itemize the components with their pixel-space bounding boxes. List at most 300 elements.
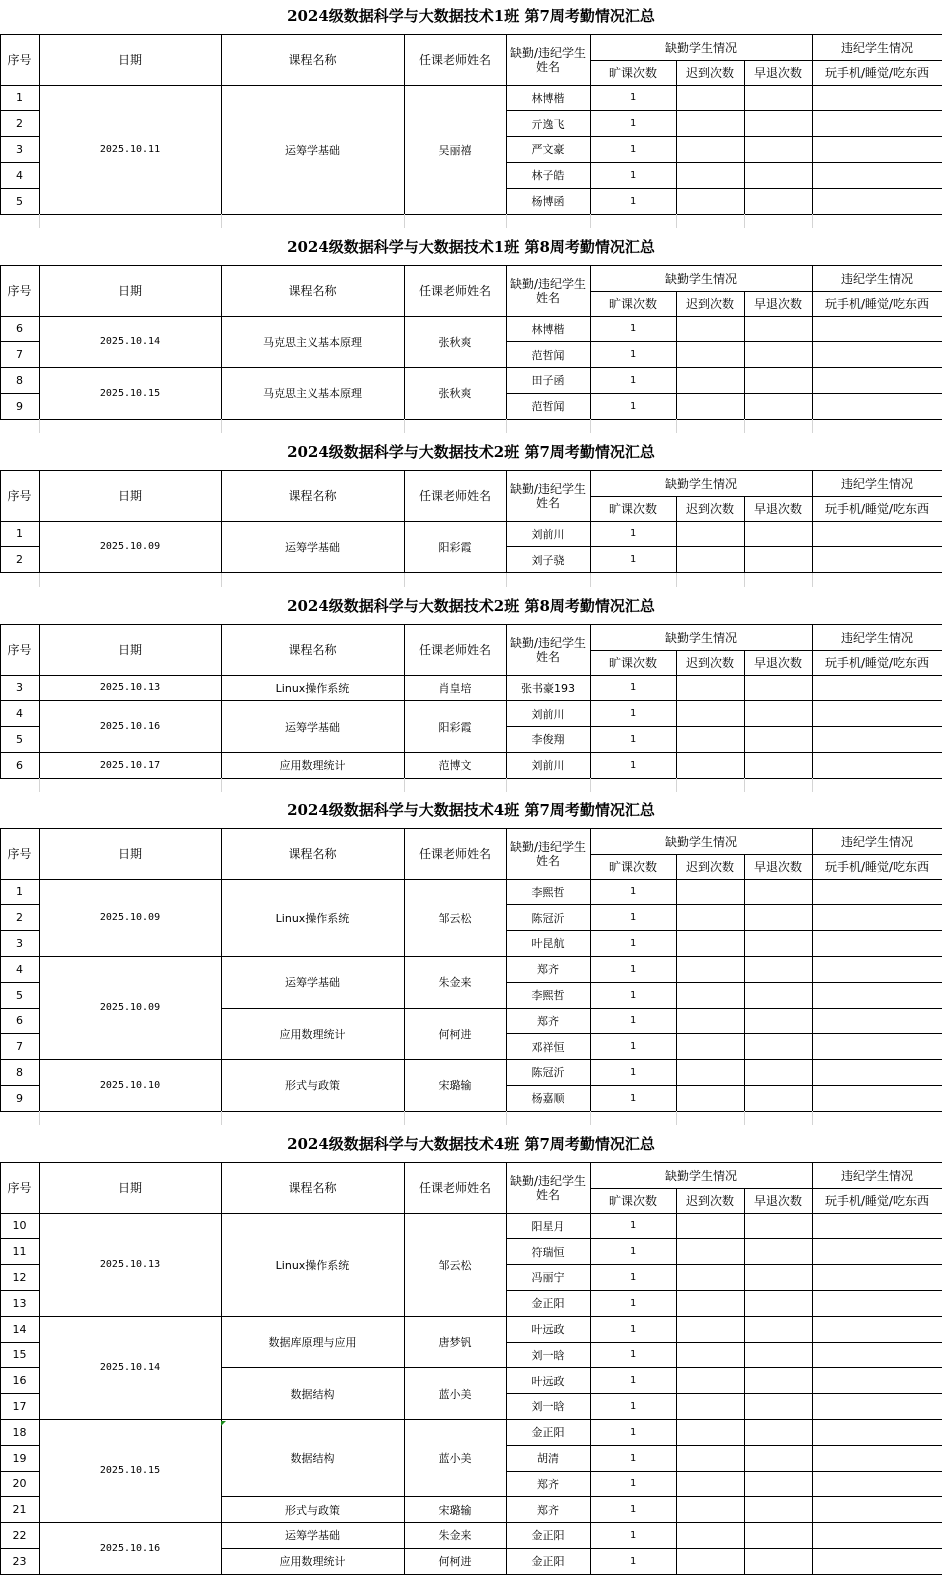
grid-line (39, 828, 40, 879)
grid-line (744, 316, 745, 419)
row-seq: 13 (12, 1296, 27, 1310)
grid-line (221, 34, 222, 85)
teacher-cell: 邹云松 (438, 911, 472, 925)
grid-line (812, 879, 813, 1111)
row-absent-count: 1 (629, 1066, 637, 1078)
row-absent-count: 1 (629, 1426, 637, 1438)
header-discipline-group: 违纪学生情况 (840, 40, 913, 55)
grid-line (404, 85, 405, 214)
row-absent-count: 1 (629, 1323, 637, 1335)
teacher-cell: 何柯进 (438, 1555, 472, 1569)
row-absent-count: 1 (629, 1246, 637, 1258)
section-title: 2024级数据科学与大数据技术1班 第8周考勤情况汇总 (287, 238, 655, 256)
grid-line (39, 265, 40, 316)
grid-line (506, 778, 942, 779)
grid-line (404, 828, 405, 879)
header-absence-group: 缺勤学生情况 (664, 630, 737, 645)
row-seq: 6 (16, 1014, 23, 1028)
grid-line (812, 1213, 813, 1574)
row-absent-count: 1 (629, 912, 637, 924)
section-title: 2024级数据科学与大数据技术4班 第7周考勤情况汇总 (287, 1135, 655, 1153)
row-absent-count: 1 (629, 195, 637, 207)
header-course: 课程名称 (288, 53, 337, 67)
grid-line (676, 521, 677, 573)
grid-line (676, 316, 677, 419)
grid-line (676, 291, 677, 316)
header-absence-group: 缺勤学生情况 (664, 834, 737, 849)
row-absent-count: 1 (629, 1504, 637, 1516)
course-cell: 运筹学基础 (285, 143, 340, 157)
header-discipline: 玩手机/睡觉/吃东西 (824, 1194, 930, 1208)
course-cell: 运筹学基础 (285, 720, 340, 734)
row-student: 刘一晗 (531, 1400, 565, 1414)
row-seq: 9 (16, 399, 23, 413)
grid-line (812, 470, 813, 521)
teacher-cell: 朱金来 (438, 976, 472, 990)
row-student: 刘前川 (531, 527, 565, 541)
header-early: 早退次数 (753, 1194, 802, 1208)
grid-line (812, 34, 813, 85)
header-discipline-group: 违纪学生情况 (840, 1168, 913, 1183)
grid-line (0, 572, 39, 573)
grid-line (506, 214, 507, 228)
course-cell: 形式与政策 (285, 1503, 340, 1517)
header-teacher: 任课老师姓名 (418, 489, 491, 503)
teacher-cell: 阳彩霞 (438, 720, 472, 734)
teacher-cell: 邹云松 (438, 1258, 472, 1272)
header-absent: 旷课次数 (608, 502, 657, 516)
grid-line (590, 60, 942, 61)
teacher-cell: 张秋爽 (438, 387, 472, 401)
course-cell: Linux操作系统 (275, 681, 350, 695)
course-cell: Linux操作系统 (275, 911, 350, 925)
row-seq: 1 (16, 527, 23, 541)
header-teacher: 任课老师姓名 (418, 847, 491, 861)
teacher-cell: 宋璐输 (438, 1079, 472, 1093)
grid-line (221, 828, 222, 879)
header-late: 迟到次数 (685, 1194, 734, 1208)
section-title: 2024级数据科学与大数据技术2班 第7周考勤情况汇总 (287, 443, 655, 461)
grid-line (506, 521, 507, 573)
grid-line (39, 573, 40, 587)
teacher-cell: 蓝小美 (438, 1452, 472, 1466)
grid-line (506, 470, 507, 521)
grid-line (404, 470, 405, 521)
row-absent-count: 1 (629, 118, 637, 130)
grid-line (506, 1213, 507, 1574)
row-student: 金正阳 (531, 1555, 565, 1569)
grid-line (221, 1162, 222, 1213)
grid-line (744, 85, 745, 214)
grid-line (590, 214, 591, 228)
row-absent-count: 1 (629, 169, 637, 181)
grid-line (0, 85, 1, 214)
grid-line (590, 624, 591, 675)
row-student: 陈冠沂 (531, 911, 565, 925)
row-absent-count: 1 (629, 708, 637, 720)
grid-line (676, 85, 677, 214)
row-student: 叶昆航 (531, 937, 565, 951)
row-seq: 17 (12, 1399, 27, 1413)
header-teacher: 任课老师姓名 (418, 1181, 491, 1195)
row-student: 郑齐 (537, 963, 559, 977)
row-absent-count: 1 (629, 937, 637, 949)
section-title: 2024级数据科学与大数据技术2班 第8周考勤情况汇总 (287, 597, 655, 615)
grid-line (812, 828, 813, 879)
grid-line (39, 470, 40, 521)
header-absent: 旷课次数 (608, 860, 657, 874)
date-cell: 2025.10.16 (99, 721, 161, 733)
grid-line (590, 675, 591, 778)
grid-line (676, 1188, 677, 1213)
grid-line (0, 34, 942, 35)
grid-line (676, 60, 677, 85)
header-discipline-group: 违纪学生情况 (840, 834, 913, 849)
row-student: 刘子骁 (531, 553, 565, 567)
header-student: 缺勤/违纪学生姓名 (509, 635, 587, 664)
section-title: 2024级数据科学与大数据技术1班 第7周考勤情况汇总 (287, 7, 655, 25)
row-absent-count: 1 (629, 374, 637, 386)
grid-line (39, 1162, 40, 1213)
teacher-cell: 范博文 (438, 759, 472, 773)
row-seq: 15 (12, 1348, 27, 1362)
row-seq: 2 (16, 553, 23, 567)
grid-line (39, 419, 40, 433)
grid-line (744, 650, 745, 675)
header-course: 课程名称 (288, 643, 337, 657)
grid-line (39, 214, 221, 215)
header-absence-group: 缺勤学生情况 (664, 1168, 737, 1183)
row-student: 严文豪 (531, 143, 565, 157)
grid-line (39, 214, 40, 228)
row-absent-count: 1 (629, 1297, 637, 1309)
grid-line (0, 265, 942, 266)
course-cell: 形式与政策 (285, 1079, 340, 1093)
header-early: 早退次数 (753, 502, 802, 516)
row-absent-count: 1 (629, 989, 637, 1001)
row-absent-count: 1 (629, 1375, 637, 1387)
grid-line (221, 419, 222, 433)
row-student: 林博楷 (531, 322, 565, 336)
row-absent-count: 1 (629, 1015, 637, 1027)
row-absent-count: 1 (629, 528, 637, 540)
header-seq: 序号 (7, 284, 32, 298)
grid-line (676, 1111, 677, 1125)
header-early: 早退次数 (753, 860, 802, 874)
grid-line (590, 34, 591, 85)
course-cell: 马克思主义基本原理 (263, 335, 362, 349)
row-student: 刘前川 (531, 759, 565, 773)
grid-line (506, 879, 507, 1111)
row-student: 金正阳 (531, 1529, 565, 1543)
grid-line (506, 265, 507, 316)
row-seq: 6 (16, 758, 23, 772)
grid-line (590, 879, 591, 1111)
grid-line (506, 85, 507, 214)
date-cell: 2025.10.17 (99, 759, 161, 771)
grid-line (744, 419, 745, 433)
header-course: 课程名称 (288, 847, 337, 861)
header-absent: 旷课次数 (608, 66, 657, 80)
grid-line (221, 778, 222, 792)
header-student: 缺勤/违纪学生姓名 (509, 276, 587, 305)
teacher-cell: 蓝小美 (438, 1387, 472, 1401)
grid-line (590, 85, 591, 214)
row-absent-count: 1 (629, 759, 637, 771)
header-date: 日期 (117, 284, 142, 298)
row-seq: 22 (12, 1528, 27, 1542)
date-cell: 2025.10.09 (99, 1002, 161, 1014)
grid-line (744, 214, 745, 228)
row-student: 陈冠沂 (531, 1066, 565, 1080)
date-cell: 2025.10.15 (99, 387, 161, 399)
row-absent-count: 1 (629, 1092, 637, 1104)
grid-line (39, 34, 40, 85)
grid-line (744, 1188, 745, 1213)
header-discipline: 玩手机/睡觉/吃东西 (824, 297, 930, 311)
grid-line (812, 316, 813, 419)
grid-line (506, 1111, 507, 1125)
grid-line (812, 778, 813, 792)
grid-line (812, 419, 813, 433)
row-student: 胡清 (537, 1452, 559, 1466)
grid-line (404, 34, 405, 85)
header-absent: 旷课次数 (608, 656, 657, 670)
section-title: 2024级数据科学与大数据技术4班 第7周考勤情况汇总 (287, 801, 655, 819)
grid-line (506, 214, 942, 215)
grid-line (404, 879, 405, 1111)
header-discipline: 玩手机/睡觉/吃东西 (824, 860, 930, 874)
row-student: 李熙哲 (531, 989, 565, 1003)
grid-line (221, 470, 222, 521)
header-absence-group: 缺勤学生情况 (664, 476, 737, 491)
date-cell: 2025.10.14 (99, 1362, 161, 1374)
header-discipline-group: 违纪学生情况 (840, 271, 913, 286)
grid-line (221, 85, 222, 214)
row-student: 阳星月 (531, 1219, 565, 1233)
grid-line (221, 778, 506, 779)
row-seq: 4 (16, 168, 23, 182)
header-seq: 序号 (7, 847, 32, 861)
grid-line (676, 1213, 677, 1574)
teacher-cell: 唐梦钒 (438, 1335, 472, 1349)
row-student: 郑齐 (537, 1503, 559, 1517)
grid-line (744, 496, 745, 521)
row-seq: 9 (16, 1091, 23, 1105)
grid-line (590, 521, 591, 573)
row-student: 叶远政 (531, 1374, 565, 1388)
grid-line (404, 624, 405, 675)
row-seq: 7 (16, 1040, 23, 1054)
grid-line (0, 879, 1, 1111)
grid-line (0, 828, 942, 829)
grid-line (39, 572, 221, 573)
header-student: 缺勤/违纪学生姓名 (509, 839, 587, 868)
grid-line (812, 214, 813, 228)
row-student: 范哲闻 (531, 400, 565, 414)
grid-line (39, 675, 40, 778)
teacher-cell: 张秋爽 (438, 335, 472, 349)
grid-line (744, 60, 745, 85)
row-student: 金正阳 (531, 1426, 565, 1440)
header-late: 迟到次数 (685, 297, 734, 311)
header-student: 缺勤/违纪学生姓名 (509, 1173, 587, 1202)
grid-line (590, 316, 591, 419)
header-absence-group: 缺勤学生情况 (664, 40, 737, 55)
header-late: 迟到次数 (685, 860, 734, 874)
row-student: 杨嘉顺 (531, 1092, 565, 1106)
row-seq: 12 (12, 1270, 27, 1284)
grid-line (0, 624, 1, 675)
row-seq: 4 (16, 962, 23, 976)
row-student: 叶远政 (531, 1323, 565, 1337)
course-cell: 运筹学基础 (285, 976, 340, 990)
grid-line (506, 675, 507, 778)
teacher-cell: 朱金来 (438, 1529, 472, 1543)
row-student: 刘一晗 (531, 1348, 565, 1362)
row-absent-count: 1 (629, 1555, 637, 1567)
row-student: 符瑞恒 (531, 1245, 565, 1259)
header-course: 课程名称 (288, 284, 337, 298)
grid-line (404, 316, 405, 419)
grid-line (590, 496, 942, 497)
row-absent-count: 1 (629, 349, 637, 361)
date-cell: 2025.10.09 (99, 541, 161, 553)
grid-line (812, 1111, 813, 1125)
grid-line (0, 470, 942, 471)
header-teacher: 任课老师姓名 (418, 284, 491, 298)
row-absent-count: 1 (629, 1400, 637, 1412)
course-cell: 数据结构 (290, 1387, 335, 1401)
grid-line (812, 521, 813, 573)
grid-line (676, 854, 677, 879)
grid-line (0, 828, 1, 879)
grid-line (221, 624, 222, 675)
grid-line (676, 650, 677, 675)
grid-line (221, 214, 222, 228)
grid-line (676, 419, 677, 433)
date-cell: 2025.10.13 (99, 1259, 161, 1271)
header-course: 课程名称 (288, 1181, 337, 1195)
header-date: 日期 (117, 53, 142, 67)
grid-line (590, 573, 591, 587)
grid-line (0, 675, 1, 778)
grid-line (744, 573, 745, 587)
header-late: 迟到次数 (685, 502, 734, 516)
grid-line (676, 573, 677, 587)
row-absent-count: 1 (629, 1041, 637, 1053)
cell-note-marker (221, 1421, 226, 1426)
grid-line (221, 419, 506, 420)
header-absence-group: 缺勤学生情况 (664, 271, 737, 286)
course-cell: 应用数理统计 (279, 1027, 346, 1041)
grid-line (0, 1213, 1, 1574)
grid-line (506, 1574, 942, 1575)
header-discipline: 玩手机/睡觉/吃东西 (824, 502, 930, 516)
header-seq: 序号 (7, 53, 32, 67)
row-student: 冯丽宁 (531, 1271, 565, 1285)
grid-line (0, 316, 1, 419)
row-student: 林子皓 (531, 169, 565, 183)
grid-line (812, 265, 813, 316)
row-seq: 1 (16, 885, 23, 899)
row-seq: 21 (12, 1503, 27, 1517)
row-seq: 8 (16, 1065, 23, 1079)
grid-line (404, 1162, 405, 1213)
date-cell: 2025.10.11 (99, 144, 161, 155)
grid-line (0, 521, 1, 573)
grid-line (404, 1111, 405, 1125)
header-seq: 序号 (7, 1181, 32, 1195)
grid-line (0, 34, 1, 85)
teacher-cell: 宋璐输 (438, 1503, 472, 1517)
grid-line (744, 778, 745, 792)
row-seq: 3 (16, 681, 23, 695)
row-student: 邓祥恒 (531, 1040, 565, 1054)
header-early: 早退次数 (753, 656, 802, 670)
grid-line (506, 316, 507, 419)
header-late: 迟到次数 (685, 656, 734, 670)
grid-line (744, 521, 745, 573)
grid-line (39, 521, 40, 573)
grid-line (221, 1213, 222, 1574)
row-seq: 5 (16, 732, 23, 746)
row-absent-count: 1 (629, 682, 637, 694)
header-teacher: 任课老师姓名 (418, 643, 491, 657)
grid-line (221, 879, 222, 1111)
grid-line (404, 265, 405, 316)
row-seq: 18 (12, 1425, 27, 1439)
grid-line (744, 854, 745, 879)
row-student: 杨博函 (531, 195, 565, 209)
grid-line (676, 496, 677, 521)
header-course: 课程名称 (288, 489, 337, 503)
teacher-cell: 何柯进 (438, 1027, 472, 1041)
grid-line (0, 419, 39, 420)
row-student: 张书豪193 (521, 681, 575, 695)
grid-line (506, 778, 507, 792)
grid-line (590, 854, 942, 855)
grid-line (0, 624, 942, 625)
date-cell: 2025.10.16 (99, 1542, 161, 1554)
grid-line (590, 650, 942, 651)
row-seq: 3 (16, 142, 23, 156)
header-early: 早退次数 (753, 297, 802, 311)
teacher-cell: 吴丽禧 (438, 143, 472, 157)
grid-line (812, 1162, 813, 1213)
course-cell: 应用数理统计 (279, 759, 346, 773)
grid-line (39, 316, 40, 419)
row-student: 郑齐 (537, 1477, 559, 1491)
grid-line (506, 573, 507, 587)
header-student: 缺勤/违纪学生姓名 (509, 45, 587, 74)
course-cell: 数据库原理与应用 (268, 1335, 357, 1349)
grid-line (221, 1111, 222, 1125)
grid-line (404, 778, 405, 792)
course-cell: 运筹学基础 (285, 1529, 340, 1543)
grid-line (744, 1213, 745, 1574)
row-absent-count: 1 (629, 323, 637, 335)
row-seq: 23 (12, 1554, 27, 1568)
grid-line (506, 572, 942, 573)
row-absent-count: 1 (629, 400, 637, 412)
row-seq: 19 (12, 1451, 27, 1465)
row-absent-count: 1 (629, 1452, 637, 1464)
row-seq: 1 (16, 91, 23, 105)
grid-line (404, 214, 405, 228)
grid-line (676, 879, 677, 1111)
row-absent-count: 1 (629, 1220, 637, 1232)
